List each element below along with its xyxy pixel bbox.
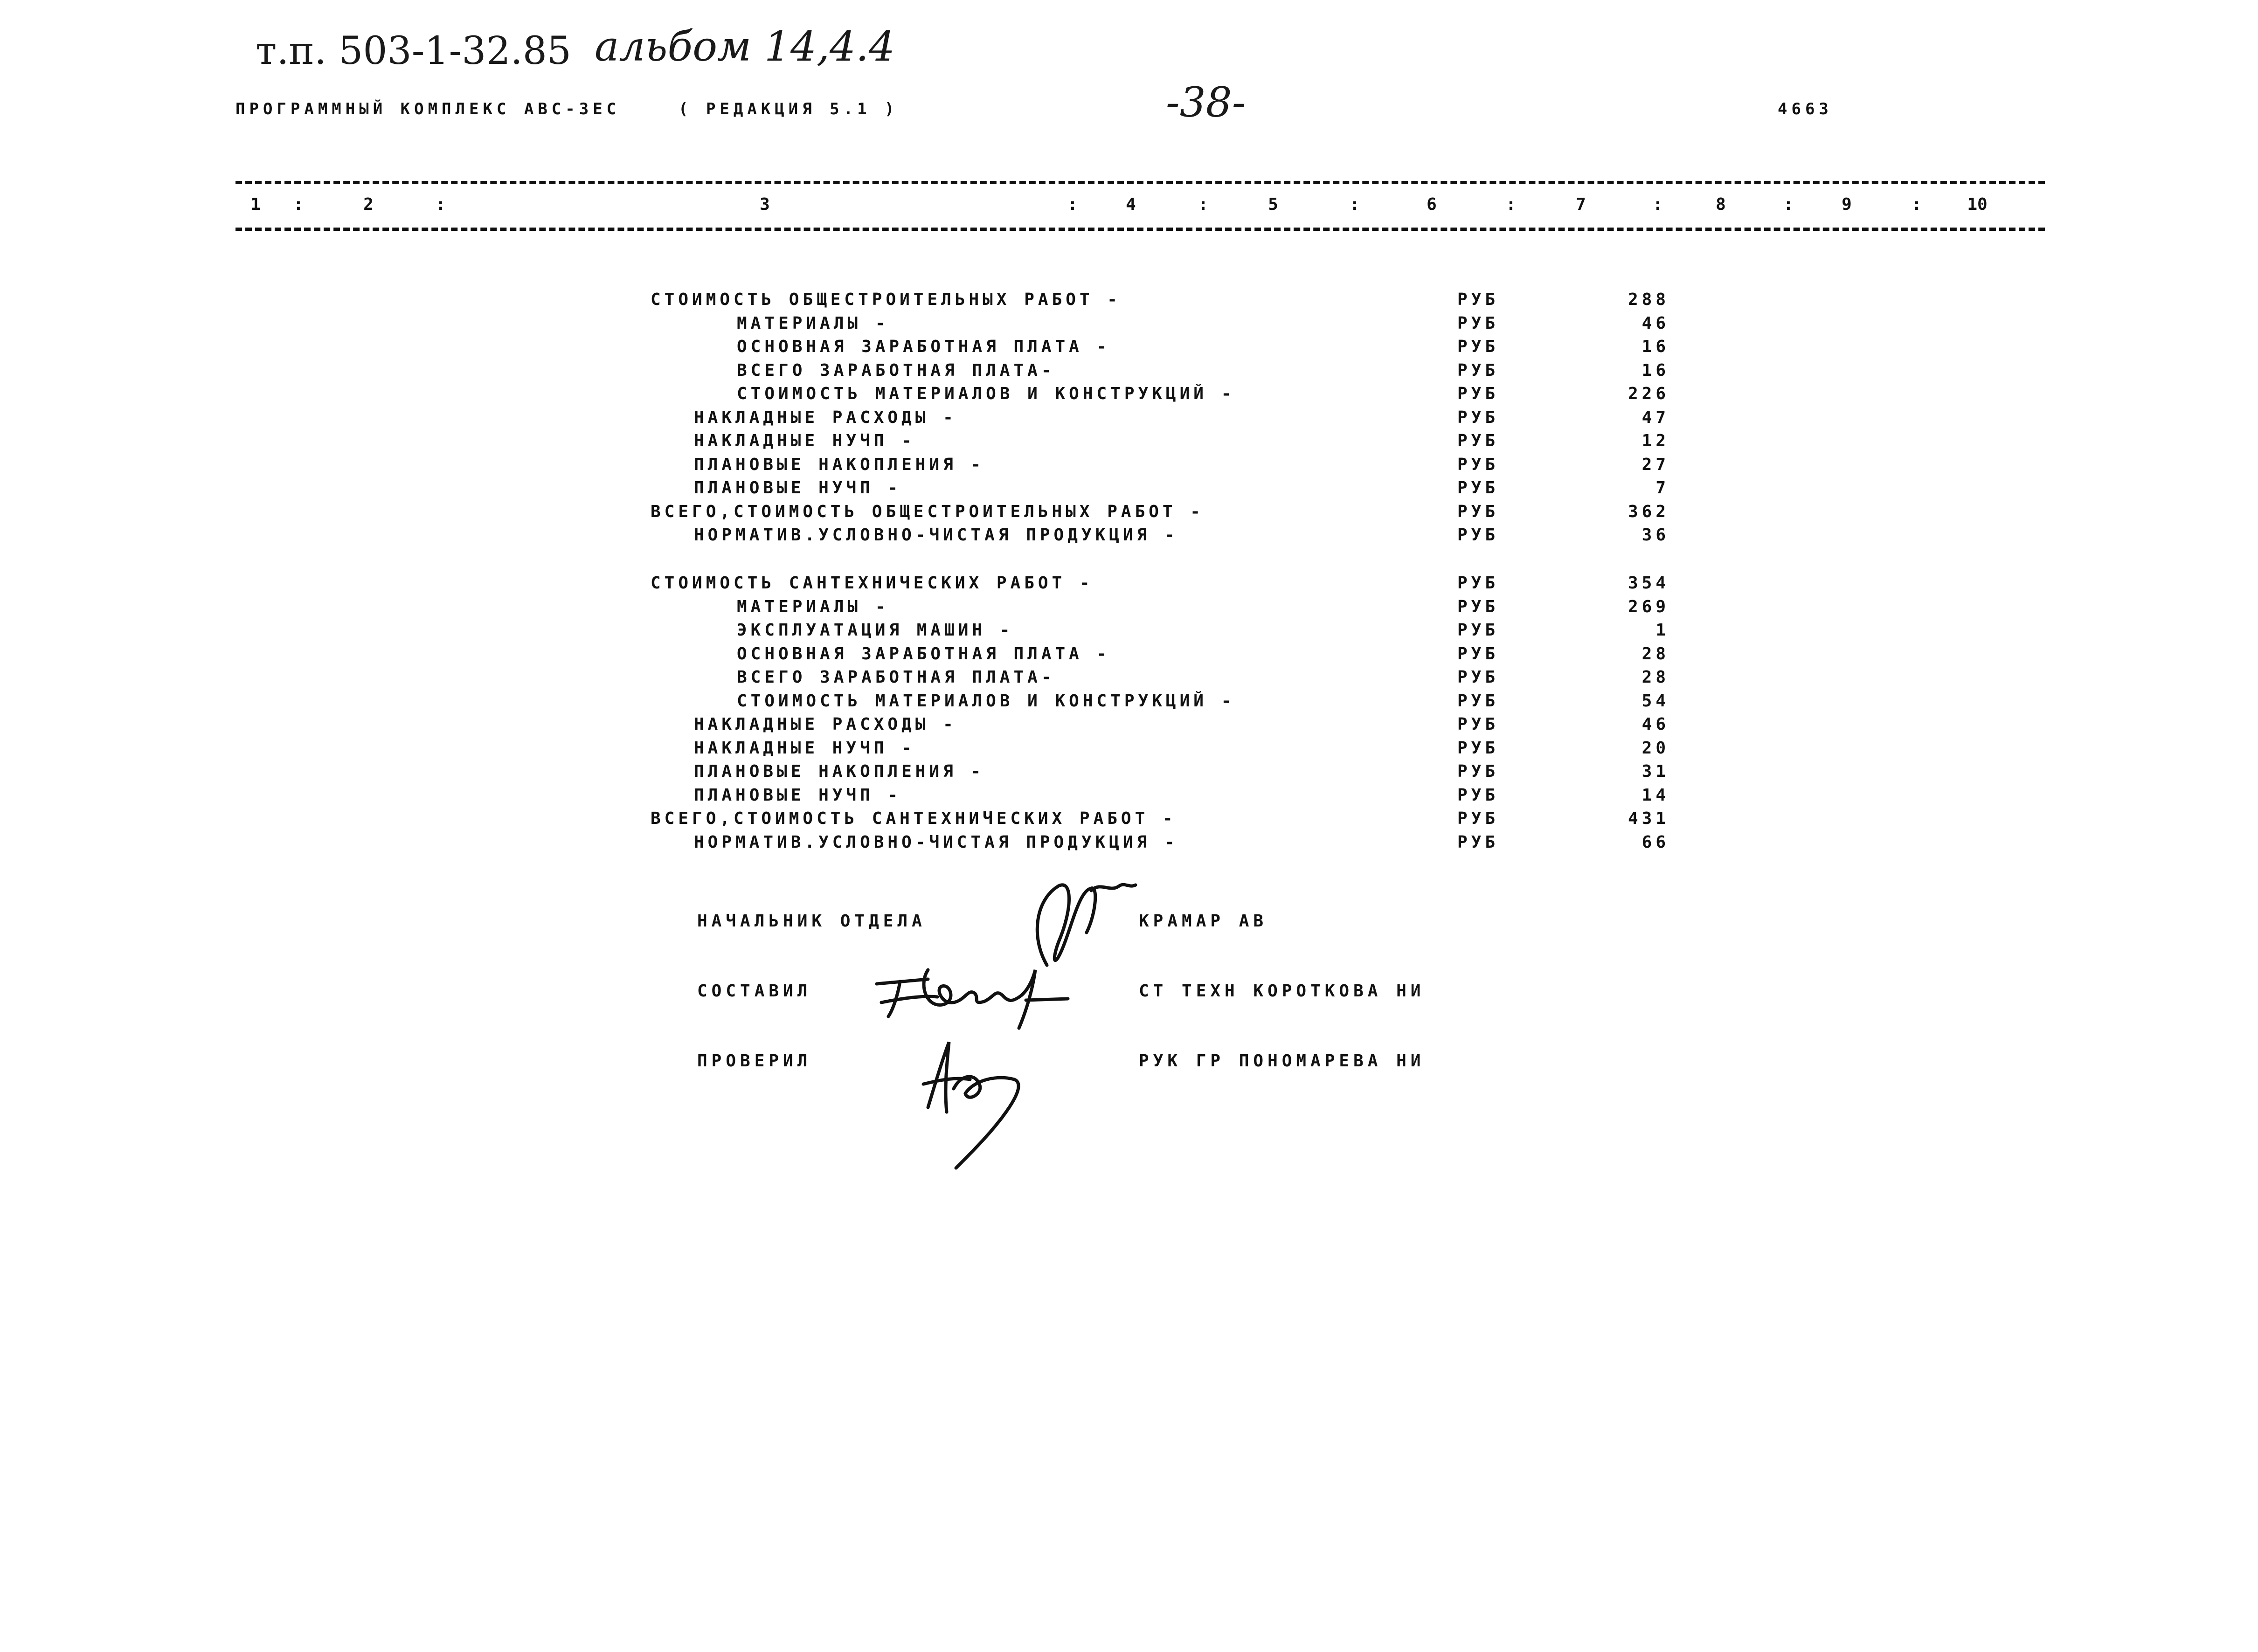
cost-label: ЭКСПЛУАТАЦИЯ МАШИН - [737,621,1014,640]
column-separator: : [1653,195,1663,214]
cost-value: 354 [1628,574,1669,593]
cost-label: НАКЛАДНЫЕ РАСХОДЫ - [694,715,957,734]
column-number: 4 [1126,195,1136,214]
cost-row [0,809,2258,832]
cost-label: НАКЛАДНЫЕ РАСХОДЫ - [694,408,957,427]
column-separator: : [1067,195,1078,214]
column-number: 6 [1427,195,1437,214]
cost-unit: РУБ [1457,762,1499,781]
cost-label: НАКЛАДНЫЕ НУЧП - [694,739,915,758]
column-separator: : [1350,195,1360,214]
cost-label: СТОИМОСТЬ МАТЕРИАЛОВ И КОНСТРУКЦИЙ - [737,691,1235,711]
handwritten-project-code: т.п. 503-1-32.85 [256,29,572,73]
cost-label: СТОИМОСТЬ САНТЕХНИЧЕСКИХ РАБОТ - [651,574,1094,593]
cost-value: 16 [1642,337,1669,356]
cost-unit: РУБ [1457,502,1499,521]
cost-row [0,574,2258,597]
cost-label: ОСНОВНАЯ ЗАРАБОТНАЯ ПЛАТА - [737,644,1111,664]
cost-value: 28 [1642,668,1669,687]
column-number: 7 [1576,195,1586,214]
cost-unit: РУБ [1457,691,1499,711]
column-separator: : [1783,195,1794,214]
cost-value: 362 [1628,502,1669,521]
cost-label: ВСЕГО,СТОИМОСТЬ САНТЕХНИЧЕСКИХ РАБОТ - [651,809,1177,828]
cost-row [0,621,2258,644]
cost-value: 14 [1642,786,1669,805]
cost-value: 431 [1628,809,1669,828]
cost-label: ПЛАНОВЫЕ НУЧП - [694,786,902,805]
cost-unit: РУБ [1457,715,1499,734]
cost-label: ВСЕГО ЗАРАБОТНАЯ ПЛАТА- [737,361,1055,380]
cost-row [0,597,2258,621]
header-bottom-rule [235,228,2045,231]
document-number: 4663 [1778,100,1833,118]
column-number: 2 [363,195,374,214]
cost-label: НОРМАТИВ.УСЛОВНО-ЧИСТАЯ ПРОДУКЦИЯ - [694,833,1178,852]
cost-unit: РУБ [1457,786,1499,805]
column-number: 5 [1268,195,1278,214]
cost-row [0,668,2258,691]
cost-label: ПЛАНОВЫЕ НУЧП - [694,478,902,498]
cost-row [0,786,2258,809]
signature-scribble-checked [909,1033,1045,1173]
cost-value: 28 [1642,644,1669,664]
column-number: 10 [1967,195,1988,214]
cost-row [0,833,2258,856]
cost-label: ВСЕГО ЗАРАБОТНАЯ ПЛАТА- [737,668,1055,687]
cost-value: 269 [1628,597,1669,616]
cost-unit: РУБ [1457,384,1499,403]
cost-row [0,762,2258,785]
cost-label: ВСЕГО,СТОИМОСТЬ ОБЩЕСТРОИТЕЛЬНЫХ РАБОТ - [651,502,1204,521]
cost-label: НАКЛАДНЫЕ НУЧП - [694,431,915,450]
cost-unit: РУБ [1457,833,1499,852]
cost-label: ПЛАНОВЫЕ НАКОПЛЕНИЯ - [694,455,985,474]
column-number: 1 [250,195,261,214]
column-separator: : [1198,195,1208,214]
column-separator: : [1912,195,1922,214]
cost-value: 36 [1642,525,1669,545]
cost-row [0,715,2258,738]
column-separator: : [293,195,304,214]
cost-row [0,337,2258,360]
cost-unit: РУБ [1457,621,1499,640]
cost-unit: РУБ [1457,478,1499,498]
signature-scribble-compiled [872,951,1096,1035]
column-separator: : [1506,195,1516,214]
cost-row [0,361,2258,384]
cost-row [0,478,2258,502]
cost-value: 66 [1642,833,1669,852]
cost-row [0,739,2258,762]
cost-unit: РУБ [1457,644,1499,664]
cost-unit: РУБ [1457,525,1499,545]
cost-value: 1 [1655,621,1669,640]
cost-value: 27 [1642,455,1669,474]
signature-role: НАЧАЛЬНИК ОТДЕЛА [697,912,926,931]
cost-label: НОРМАТИВ.УСЛОВНО-ЧИСТАЯ ПРОДУКЦИЯ - [694,525,1178,545]
cost-value: 46 [1642,314,1669,333]
cost-unit: РУБ [1457,314,1499,333]
cost-unit: РУБ [1457,597,1499,616]
cost-label: МАТЕРИАЛЫ - [737,314,889,333]
cost-row [0,290,2258,313]
header-top-rule [235,181,2045,184]
cost-unit: РУБ [1457,668,1499,687]
cost-row [0,314,2258,337]
cost-unit: РУБ [1457,809,1499,828]
cost-unit: РУБ [1457,361,1499,380]
column-number: 3 [760,195,770,214]
signature-row-checked [0,1051,2258,1079]
cost-unit: РУБ [1457,337,1499,356]
signature-role: ПРОВЕРИЛ [697,1051,812,1071]
cost-label: ПЛАНОВЫЕ НАКОПЛЕНИЯ - [694,762,985,781]
cost-value: 46 [1642,715,1669,734]
cost-value: 16 [1642,361,1669,380]
cost-unit: РУБ [1457,290,1499,309]
cost-row [0,525,2258,549]
cost-row [0,502,2258,525]
signature-name: СТ ТЕХН КОРОТКОВА НИ [1139,982,1425,1001]
cost-label: СТОИМОСТЬ ОБЩЕСТРОИТЕЛЬНЫХ РАБОТ - [651,290,1121,309]
page-number: -38- [1166,78,1246,126]
cost-value: 12 [1642,431,1669,450]
signature-name: КРАМАР АВ [1139,912,1268,931]
cost-label: СТОИМОСТЬ МАТЕРИАЛОВ И КОНСТРУКЦИЙ - [737,384,1235,403]
program-name: ПРОГРАММНЫЙ КОМПЛЕКС АВС-3ЕС [235,100,621,118]
handwritten-album-note: альбом 14,4.4 [595,22,895,70]
cost-row [0,384,2258,408]
cost-value: 226 [1628,384,1669,403]
cost-unit: РУБ [1457,739,1499,758]
cost-unit: РУБ [1457,574,1499,593]
cost-row [0,691,2258,715]
cost-label: МАТЕРИАЛЫ - [737,597,889,616]
cost-row [0,644,2258,668]
cost-value: 288 [1628,290,1669,309]
cost-unit: РУБ [1457,455,1499,474]
column-number: 9 [1842,195,1852,214]
cost-unit: РУБ [1457,431,1499,450]
edition-label: ( РЕДАКЦИЯ 5.1 ) [679,100,899,118]
cost-value: 7 [1655,478,1669,498]
cost-value: 20 [1642,739,1669,758]
cost-label: ОСНОВНАЯ ЗАРАБОТНАЯ ПЛАТА - [737,337,1111,356]
cost-row [0,455,2258,478]
signature-role: СОСТАВИЛ [697,982,812,1001]
signature-name: РУК ГР ПОНОМАРЕВА НИ [1139,1051,1425,1071]
column-number: 8 [1716,195,1726,214]
cost-value: 54 [1642,691,1669,711]
cost-unit: РУБ [1457,408,1499,427]
cost-row [0,408,2258,431]
column-separator: : [436,195,446,214]
cost-value: 47 [1642,408,1669,427]
cost-value: 31 [1642,762,1669,781]
cost-row [0,431,2258,455]
